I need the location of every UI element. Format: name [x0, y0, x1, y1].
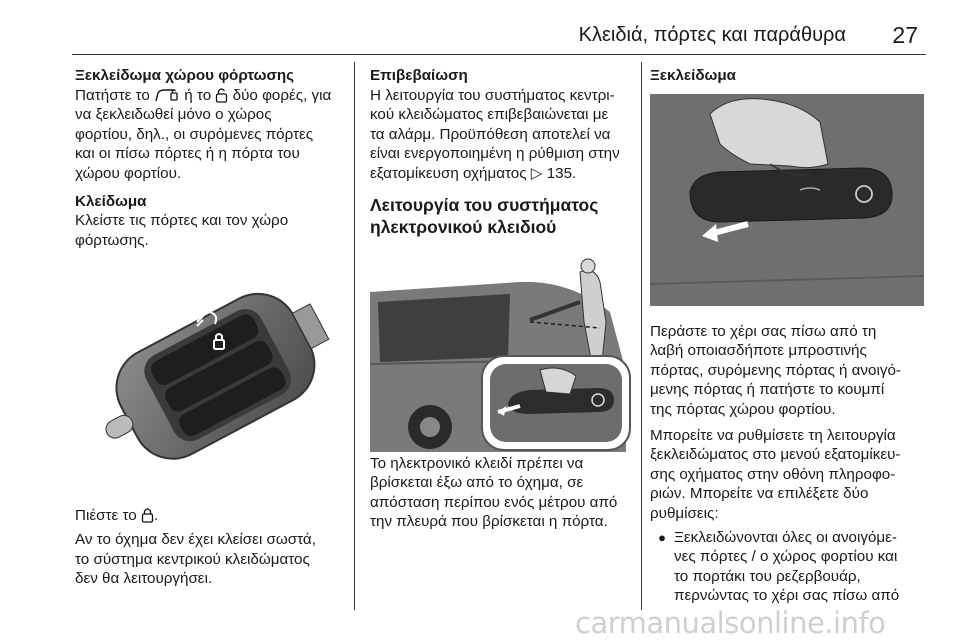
paragraph-line: πόρτας, συρόμενης πόρτας ή ανοιγό- [650, 361, 901, 379]
page-reference-arrow-icon: ▷ [530, 164, 543, 182]
paragraph-line: την πλευρά που βρίσκεται η πόρτα. [370, 513, 608, 531]
paragraph-line: το σύστημα κεντρικού κλειδώματος [75, 550, 310, 568]
section-heading-electronic-key-line2: ηλεκτρονικού κλειδιού [370, 216, 557, 237]
paragraph-line: περνώντας το χέρι σας πίσω από [674, 587, 900, 605]
bullet-item [650, 528, 930, 606]
paragraph-line: ξεκλειδώματος στο μενού εξατομίκευ- [650, 446, 901, 464]
paragraph-line: το πορτάκι του ρεζερβουάρ, [674, 567, 861, 585]
text-fragment: ή το [184, 86, 212, 104]
door-handle-image [650, 94, 924, 306]
section-heading-unlock: Ξεκλείδωμα [650, 67, 736, 84]
paragraph-unlock-cargo [75, 86, 345, 106]
section-heading-confirmation: Επιβεβαίωση [370, 67, 468, 84]
text-fragment: . [153, 507, 159, 525]
paragraph-line: Περάστε το χέρι σας πίσω από τη [650, 322, 877, 340]
section-heading-electronic-key: Λειτουργία του συστήματος [370, 194, 599, 215]
paragraph-line: δεν θα λειτουργήσει. [75, 570, 213, 588]
paragraph-line: Το ηλεκτρονικό κλειδί πρέπει να [370, 454, 584, 472]
paragraph-line: φορτίου, δηλ., οι συρόμενες πόρτες [75, 125, 314, 143]
paragraph-line: σης οχήματος στην οθόνη πληροφο- [650, 465, 896, 483]
paragraph-line: φόρτωσης. [75, 231, 149, 249]
section-heading-lock: Κλείδωμα [75, 192, 147, 210]
page-reference: 135. [546, 164, 577, 182]
unlock-icon [215, 87, 228, 103]
electronic-key-illustration [370, 252, 632, 452]
paragraph-line: είναι ενεργοποιημένη η ρύθμιση στην [370, 145, 620, 163]
door-handle-illustration [650, 94, 924, 306]
bullet-icon: ● [658, 529, 666, 545]
paragraph-line: Αν το όχημα δεν έχει κλείσει σωστά, [75, 530, 316, 548]
middle-column [370, 66, 632, 532]
text-fragment: Πιέστε το [75, 507, 137, 525]
right-column [650, 66, 930, 606]
paragraph-line: Ξεκλειδώνονται όλες οι ανοιγόμε- [674, 528, 897, 546]
column-divider-2 [641, 62, 642, 610]
left-column [75, 66, 345, 589]
paragraph-line: χώρου φορτίου. [75, 164, 182, 182]
key-fob-image [75, 262, 345, 502]
paragraph-line: Η λειτουργία του συστήματος κεντρι- [370, 86, 615, 104]
text-fragment: εξατομίκευση οχήματος [370, 164, 527, 182]
text-fragment: δύο φορές, για [232, 86, 332, 104]
lock-icon [141, 507, 154, 523]
paragraph-line: Κλείστε τις πόρτες και τον χώρο [75, 212, 289, 230]
header-rule [72, 54, 926, 55]
column-divider-1 [354, 62, 355, 610]
paragraph-line: Μπορείτε να ρυθμίσετε τη λειτουργία [650, 426, 896, 444]
paragraph-line: βρίσκεται έξω από το όχημα, σε [370, 474, 584, 492]
paragraph-line: κού κλειδώματος επιβεβαιώνεται με [370, 106, 609, 124]
section-heading-unlock-cargo: Ξεκλείδωμα χώρου φόρτωσης [75, 67, 295, 84]
paragraph-line: και οι πίσω πόρτες ή η πόρτα του [75, 145, 300, 163]
van-door-image [370, 252, 632, 452]
paragraph-line: της πόρτας χώρου φορτίου. [650, 400, 836, 418]
watermark: carmanualsonline.info [575, 606, 886, 640]
bullet-text [674, 528, 899, 606]
paragraph-line [370, 164, 632, 184]
paragraph-line: να ξεκλειδωθεί μόνο ο χώρος [75, 106, 272, 124]
key-fob-illustration [75, 262, 345, 502]
paragraph-line: λαβή οποιασδήποτε μπροστινής [650, 342, 867, 360]
paragraph-line: μενης πόρτας ή πατήστε το κουμπί [650, 381, 885, 399]
paragraph-line: ρυθμίσεις: [650, 504, 719, 522]
paragraph-press [75, 506, 345, 526]
paragraph-line: απόσταση περίπου ενός μέτρου από [370, 493, 618, 511]
paragraph-line: ριών. Μπορείτε να επιλέξετε δύο [650, 485, 869, 503]
page-header [72, 10, 926, 50]
cargo-door-unlock-icon [154, 87, 180, 103]
paragraph-line: νες πόρτες / ο χώρος φορτίου και [674, 548, 898, 566]
page-header-title: Κλειδιά, πόρτες και παράθυρα [578, 24, 846, 46]
text-fragment: Πατήστε το [75, 86, 150, 104]
page-number: 27 [892, 22, 918, 48]
paragraph-line: τα αλάρμ. Προϋπόθεση αποτελεί να [370, 125, 611, 143]
